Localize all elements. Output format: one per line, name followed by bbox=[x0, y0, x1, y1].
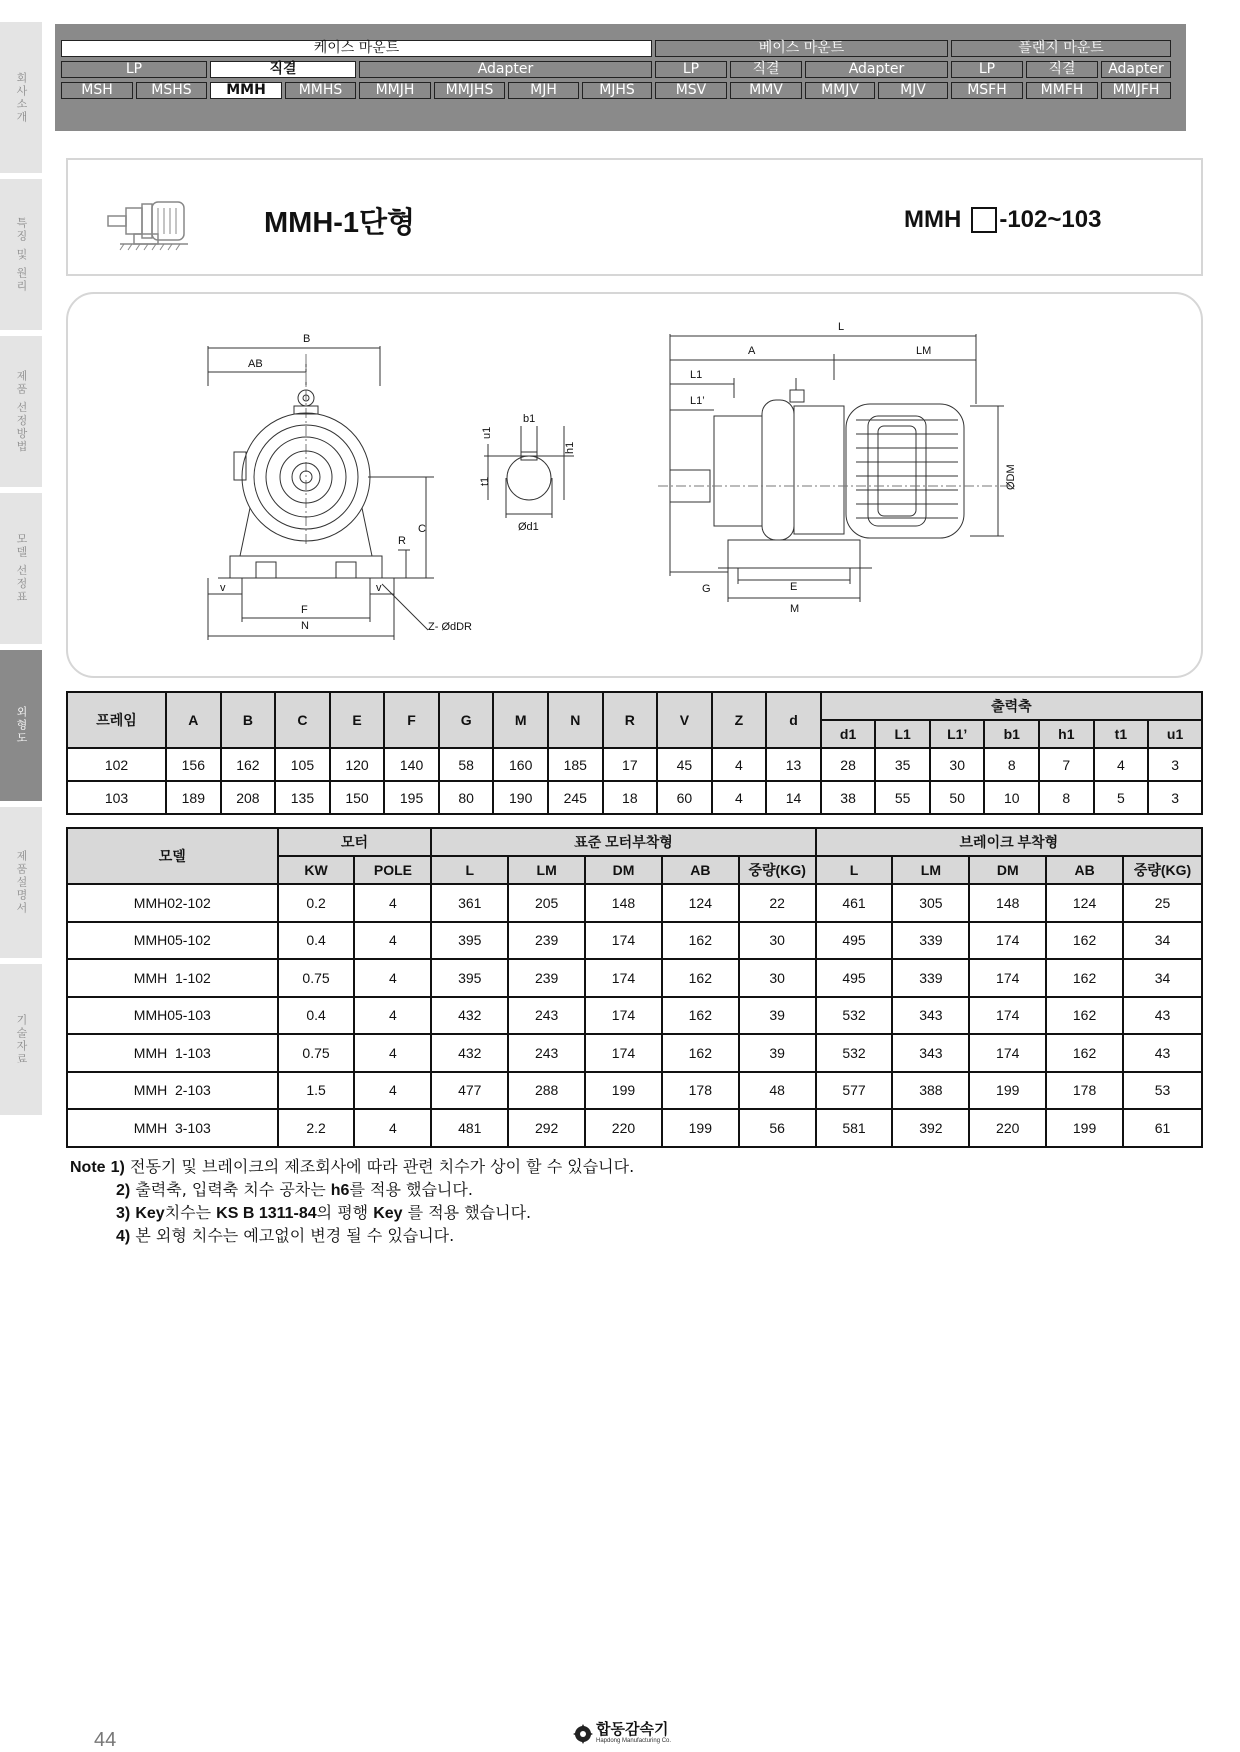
table-cell: 343 bbox=[892, 997, 969, 1035]
note-number: 4) bbox=[116, 1228, 131, 1245]
table-cell: 305 bbox=[892, 884, 969, 922]
table-cell: 199 bbox=[585, 1072, 662, 1110]
table-cell: 162 bbox=[1046, 959, 1123, 997]
model-spec-table bbox=[66, 827, 1203, 1148]
header-e: E bbox=[330, 692, 385, 748]
table-cell: 28 bbox=[821, 748, 876, 781]
side-tab-model-table[interactable] bbox=[0, 493, 42, 645]
note-prefix: Note bbox=[70, 1159, 106, 1176]
table-row bbox=[67, 997, 1202, 1035]
table-cell: MMH 1-102 bbox=[67, 959, 278, 997]
table-cell: 477 bbox=[431, 1072, 508, 1110]
table-cell: 4 bbox=[354, 922, 431, 960]
table-cell: 8 bbox=[984, 748, 1039, 781]
note-text: 본 외형 치수는 예고없이 변경 될 수 있습니다. bbox=[135, 1226, 455, 1245]
note-emphasis: Key bbox=[373, 1205, 403, 1222]
side-view-labels bbox=[690, 321, 1017, 615]
table-cell: 220 bbox=[585, 1109, 662, 1147]
table-cell: 243 bbox=[508, 1034, 585, 1072]
front-view-drawing bbox=[208, 346, 434, 640]
header-h1: h1 bbox=[1039, 720, 1094, 748]
side-tab-label: 모델 선정표 bbox=[15, 533, 28, 604]
shaft-key-detail bbox=[484, 426, 574, 518]
nav-sub-adapter[interactable]: Adapter bbox=[1101, 61, 1171, 78]
table-cell: 156 bbox=[166, 748, 221, 781]
page-title: MMH-1단형 bbox=[264, 207, 416, 239]
header-brk-lm: LM bbox=[892, 856, 969, 884]
table-cell: MMH05-102 bbox=[67, 922, 278, 960]
table-row bbox=[67, 922, 1202, 960]
header-b: B bbox=[221, 692, 276, 748]
label-l1: L1 bbox=[690, 369, 703, 381]
table-cell: 48 bbox=[739, 1072, 816, 1110]
nav-model-mmjv[interactable]: MMJV bbox=[805, 82, 875, 99]
note-emphasis: h6 bbox=[330, 1182, 350, 1199]
nav-model-mmhs[interactable]: MMHS bbox=[285, 82, 356, 99]
table-cell: 124 bbox=[662, 884, 739, 922]
header-d1: d1 bbox=[821, 720, 876, 748]
label-d1: Ød1 bbox=[518, 521, 539, 533]
note-1 bbox=[70, 1156, 634, 1179]
nav-group-case-mount[interactable]: 케이스 마운트 bbox=[61, 40, 652, 57]
nav-model-mmv[interactable]: MMV bbox=[730, 82, 802, 99]
table-cell: 53 bbox=[1123, 1072, 1202, 1110]
header-motor: 모터 bbox=[278, 828, 432, 856]
table-cell: 4 bbox=[354, 884, 431, 922]
header-kw: KW bbox=[278, 856, 355, 884]
table-cell: 174 bbox=[585, 922, 662, 960]
table-cell: 3 bbox=[1148, 781, 1202, 814]
label-dm: ØDM bbox=[1005, 464, 1017, 490]
nav-sub-lp[interactable]: LP bbox=[951, 61, 1023, 78]
note-number: 2) bbox=[116, 1182, 131, 1199]
table-cell: 55 bbox=[875, 781, 930, 814]
table-cell: 432 bbox=[431, 1034, 508, 1072]
table-cell: 43 bbox=[1123, 997, 1202, 1035]
table-cell: 0.4 bbox=[278, 922, 355, 960]
table-cell: 61 bbox=[1123, 1109, 1202, 1147]
table-cell: 80 bbox=[439, 781, 494, 814]
table-cell: 174 bbox=[585, 959, 662, 997]
label-l: L bbox=[838, 321, 845, 333]
page-number: 44 bbox=[94, 1729, 117, 1751]
label-b1: b1 bbox=[523, 413, 536, 425]
table-cell: 8 bbox=[1039, 781, 1094, 814]
note-emphasis: KS B 1311-84 bbox=[216, 1205, 317, 1222]
table-cell: 481 bbox=[431, 1109, 508, 1147]
model-code-suffix: -102~103 bbox=[999, 206, 1102, 233]
nav-group-base-mount[interactable]: 베이스 마운트 bbox=[655, 40, 948, 57]
table-cell: 0.2 bbox=[278, 884, 355, 922]
table-cell: 22 bbox=[739, 884, 816, 922]
table-cell: 39 bbox=[739, 997, 816, 1035]
table-cell: 189 bbox=[166, 781, 221, 814]
note-2 bbox=[70, 1179, 634, 1202]
table-cell: 4 bbox=[354, 1072, 431, 1110]
table-cell: 162 bbox=[1046, 1034, 1123, 1072]
label-c: C bbox=[418, 523, 426, 535]
table-cell: 395 bbox=[431, 959, 508, 997]
label-u1: u1 bbox=[481, 426, 493, 439]
table-cell: 178 bbox=[1046, 1072, 1123, 1110]
note-text: 치수는 bbox=[164, 1203, 217, 1222]
table-cell: 30 bbox=[739, 922, 816, 960]
nav-sub-direct[interactable]: 직결 bbox=[730, 61, 802, 78]
header-standard-motor: 표준 모터부착형 bbox=[431, 828, 815, 856]
note-text: 전동기 및 브레이크의 제조회사에 따라 관련 치수가 상이 할 수 있습니다. bbox=[129, 1157, 635, 1176]
table-cell: 392 bbox=[892, 1109, 969, 1147]
header-r: R bbox=[603, 692, 658, 748]
header-g: G bbox=[439, 692, 494, 748]
label-ab: AB bbox=[248, 358, 263, 370]
nav-sub-adapter[interactable]: Adapter bbox=[805, 61, 948, 78]
table-cell: 45 bbox=[657, 748, 712, 781]
header-std-dm: DM bbox=[585, 856, 662, 884]
nav-sub-direct[interactable]: 직결 bbox=[1026, 61, 1098, 78]
label-r: R bbox=[398, 535, 406, 547]
header-f: F bbox=[384, 692, 439, 748]
table-cell: 4 bbox=[354, 1034, 431, 1072]
table-cell: 495 bbox=[816, 959, 893, 997]
header-brk-l: L bbox=[816, 856, 893, 884]
nav-sub-adapter[interactable]: Adapter bbox=[359, 61, 652, 78]
label-f: F bbox=[301, 604, 308, 616]
table-row bbox=[67, 959, 1202, 997]
note-4 bbox=[70, 1225, 634, 1248]
header-pole: POLE bbox=[354, 856, 431, 884]
table-cell: 199 bbox=[662, 1109, 739, 1147]
header-l1-prime: L1’ bbox=[930, 720, 985, 748]
label-g: G bbox=[702, 583, 711, 595]
table-cell: 577 bbox=[816, 1072, 893, 1110]
table-cell: 0.75 bbox=[278, 1034, 355, 1072]
side-tab-manual[interactable] bbox=[0, 807, 42, 959]
table-cell: 174 bbox=[585, 997, 662, 1035]
table-cell: 0.75 bbox=[278, 959, 355, 997]
company-logo bbox=[573, 1722, 671, 1745]
table-row bbox=[67, 781, 1202, 814]
nav-model-mjh[interactable]: MJH bbox=[508, 82, 579, 99]
table-cell: MMH 1-103 bbox=[67, 1034, 278, 1072]
label-t1: t1 bbox=[479, 476, 491, 486]
model-code-prefix: MMH bbox=[904, 206, 962, 233]
table-cell: 50 bbox=[930, 781, 985, 814]
side-tab-outline[interactable] bbox=[0, 650, 42, 802]
table-cell: 4 bbox=[1094, 748, 1149, 781]
table-cell: 148 bbox=[969, 884, 1046, 922]
table-cell: 35 bbox=[875, 748, 930, 781]
label-z-bolt: Z- ØdDR bbox=[428, 621, 472, 633]
nav-sub-direct[interactable]: 직결 bbox=[210, 61, 356, 78]
table-cell: 4 bbox=[712, 748, 767, 781]
table-cell: 38 bbox=[821, 781, 876, 814]
nav-model-mmjfh[interactable]: MMJFH bbox=[1101, 82, 1171, 99]
note-3 bbox=[70, 1202, 634, 1225]
side-tab-tech-data[interactable] bbox=[0, 964, 42, 1116]
table-cell: 343 bbox=[892, 1034, 969, 1072]
table-cell: 243 bbox=[508, 997, 585, 1035]
table-cell: 34 bbox=[1123, 959, 1202, 997]
nav-group-flange-mount[interactable]: 플랜지 마운트 bbox=[951, 40, 1171, 57]
table-row bbox=[67, 1034, 1202, 1072]
note-number: 1) bbox=[110, 1159, 125, 1176]
table-cell: 140 bbox=[384, 748, 439, 781]
nav-model-mjv[interactable]: MJV bbox=[878, 82, 948, 99]
table-cell: 162 bbox=[662, 922, 739, 960]
company-name: 합동감속기 bbox=[596, 1720, 669, 1738]
nav-model-mmjhs[interactable]: MMJHS bbox=[434, 82, 505, 99]
table-cell: 239 bbox=[508, 922, 585, 960]
table-cell: 60 bbox=[657, 781, 712, 814]
table-cell: 58 bbox=[439, 748, 494, 781]
header-d: d bbox=[766, 692, 821, 748]
table-cell: 532 bbox=[816, 997, 893, 1035]
dimension-drawing bbox=[66, 292, 1203, 678]
table-cell: 30 bbox=[739, 959, 816, 997]
nav-model-mmfh[interactable]: MMFH bbox=[1026, 82, 1098, 99]
nav-model-msh[interactable]: MSH bbox=[61, 82, 133, 99]
side-tab-selection-method[interactable] bbox=[0, 336, 42, 488]
header-std-lm: LM bbox=[508, 856, 585, 884]
header-u1: u1 bbox=[1148, 720, 1202, 748]
nav-sub-lp[interactable]: LP bbox=[61, 61, 207, 78]
header-m: M bbox=[493, 692, 548, 748]
label-n: N bbox=[301, 620, 309, 632]
label-h1: h1 bbox=[564, 441, 576, 454]
table-cell: 13 bbox=[766, 748, 821, 781]
nav-model-mmjh[interactable]: MMJH bbox=[359, 82, 431, 99]
table-cell: 220 bbox=[969, 1109, 1046, 1147]
table-cell: 245 bbox=[548, 781, 603, 814]
table-cell: 205 bbox=[508, 884, 585, 922]
header-std-ab: AB bbox=[662, 856, 739, 884]
table-cell: 162 bbox=[662, 1034, 739, 1072]
table-cell: 160 bbox=[493, 748, 548, 781]
table-cell: 339 bbox=[892, 922, 969, 960]
table-cell: 124 bbox=[1046, 884, 1123, 922]
table-cell: 174 bbox=[969, 997, 1046, 1035]
header-frame: 프레임 bbox=[67, 692, 166, 748]
header-model: 모델 bbox=[67, 828, 278, 884]
table-cell: 7 bbox=[1039, 748, 1094, 781]
nav-sub-lp[interactable]: LP bbox=[655, 61, 727, 78]
table-cell: 10 bbox=[984, 781, 1039, 814]
side-tab-label: 외형도 bbox=[15, 706, 28, 745]
side-tab-features[interactable] bbox=[0, 179, 42, 331]
table-cell: 432 bbox=[431, 997, 508, 1035]
table-cell: 4 bbox=[712, 781, 767, 814]
label-m: M bbox=[790, 603, 800, 615]
table-cell: 14 bbox=[766, 781, 821, 814]
table-cell: 174 bbox=[969, 1034, 1046, 1072]
table-cell: 103 bbox=[67, 781, 166, 814]
nav-model-mjhs[interactable]: MJHS bbox=[582, 82, 652, 99]
key-detail-labels bbox=[479, 413, 576, 533]
table-cell: MMH 2-103 bbox=[67, 1072, 278, 1110]
table-cell: 18 bbox=[603, 781, 658, 814]
note-text: 를 적용 했습니다. bbox=[402, 1203, 532, 1222]
model-navigation bbox=[55, 24, 1186, 131]
table-cell: 5 bbox=[1094, 781, 1149, 814]
note-text: 를 적용 했습니다. bbox=[349, 1180, 473, 1199]
header-n: N bbox=[548, 692, 603, 748]
model-code bbox=[904, 206, 1101, 234]
side-tab-label: 회사소개 bbox=[15, 71, 28, 124]
table-cell: 178 bbox=[662, 1072, 739, 1110]
title-box bbox=[66, 158, 1203, 276]
table-cell: 120 bbox=[330, 748, 385, 781]
label-v-left: v bbox=[220, 582, 226, 594]
table-cell: 495 bbox=[816, 922, 893, 960]
nav-model-msfh[interactable]: MSFH bbox=[951, 82, 1023, 99]
note-number: 3) bbox=[116, 1205, 131, 1222]
table-row bbox=[67, 748, 1202, 781]
table-row bbox=[67, 1109, 1202, 1147]
note-emphasis: Key bbox=[135, 1205, 165, 1222]
table-cell: 4 bbox=[354, 959, 431, 997]
side-tab-label: 기술자료 bbox=[15, 1013, 28, 1066]
table-cell: MMH05-103 bbox=[67, 997, 278, 1035]
reducer-thumbnail-icon bbox=[98, 186, 208, 266]
label-l1-prime: L1’ bbox=[690, 395, 705, 407]
table-cell: 43 bbox=[1123, 1034, 1202, 1072]
header-z: Z bbox=[712, 692, 767, 748]
table-cell: 581 bbox=[816, 1109, 893, 1147]
table-cell: MMH02-102 bbox=[67, 884, 278, 922]
header-brk-weight: 중량(KG) bbox=[1123, 856, 1202, 884]
table-cell: 162 bbox=[1046, 997, 1123, 1035]
table-cell: 135 bbox=[275, 781, 330, 814]
table-cell: 4 bbox=[354, 1109, 431, 1147]
table-cell: 162 bbox=[662, 997, 739, 1035]
side-tab-label: 제품설명서 bbox=[15, 850, 28, 915]
table-cell: 56 bbox=[739, 1109, 816, 1147]
table-cell: 174 bbox=[969, 959, 1046, 997]
header-b1: b1 bbox=[984, 720, 1039, 748]
side-tab-label: 제품 선정방법 bbox=[15, 369, 28, 454]
table-cell: MMH 3-103 bbox=[67, 1109, 278, 1147]
nav-model-mshs[interactable]: MSHS bbox=[136, 82, 207, 99]
header-c: C bbox=[275, 692, 330, 748]
table-cell: 199 bbox=[1046, 1109, 1123, 1147]
header-l1: L1 bbox=[875, 720, 930, 748]
side-tab-label: 특징 및 원리 bbox=[15, 216, 28, 293]
table-cell: 3 bbox=[1148, 748, 1202, 781]
label-v-right: v bbox=[376, 582, 382, 594]
label-b: B bbox=[303, 333, 311, 345]
gear-logo-icon bbox=[573, 1724, 593, 1744]
table-cell: 4 bbox=[354, 997, 431, 1035]
table-cell: 532 bbox=[816, 1034, 893, 1072]
label-a: A bbox=[748, 345, 756, 357]
table-cell: 148 bbox=[585, 884, 662, 922]
note-text: 출력축, 입력축 치수 공차는 bbox=[135, 1180, 331, 1199]
nav-model-msv[interactable]: MSV bbox=[655, 82, 727, 99]
table-row bbox=[67, 884, 1202, 922]
side-tab-company[interactable] bbox=[0, 22, 42, 174]
table-cell: 199 bbox=[969, 1072, 1046, 1110]
table-cell: 1.5 bbox=[278, 1072, 355, 1110]
table-cell: 195 bbox=[384, 781, 439, 814]
table-cell: 0.4 bbox=[278, 997, 355, 1035]
table-cell: 388 bbox=[892, 1072, 969, 1110]
header-std-weight: 중량(KG) bbox=[739, 856, 816, 884]
table-cell: 2.2 bbox=[278, 1109, 355, 1147]
table-cell: 17 bbox=[603, 748, 658, 781]
table-cell: 30 bbox=[930, 748, 985, 781]
table-cell: 339 bbox=[892, 959, 969, 997]
table-cell: 208 bbox=[221, 781, 276, 814]
header-a: A bbox=[166, 692, 221, 748]
table-cell: 292 bbox=[508, 1109, 585, 1147]
frame-dimension-table bbox=[66, 691, 1203, 815]
table-cell: 361 bbox=[431, 884, 508, 922]
table-cell: 190 bbox=[493, 781, 548, 814]
table-cell: 395 bbox=[431, 922, 508, 960]
table-cell: 162 bbox=[662, 959, 739, 997]
header-std-l: L bbox=[431, 856, 508, 884]
table-cell: 34 bbox=[1123, 922, 1202, 960]
side-view-drawing bbox=[658, 334, 1018, 602]
table-cell: 162 bbox=[221, 748, 276, 781]
header-t1: t1 bbox=[1094, 720, 1149, 748]
table-cell: 162 bbox=[1046, 922, 1123, 960]
header-brake-motor: 브레이크 부착형 bbox=[816, 828, 1202, 856]
table-cell: 102 bbox=[67, 748, 166, 781]
label-e: E bbox=[790, 581, 798, 593]
table-cell: 25 bbox=[1123, 884, 1202, 922]
table-cell: 174 bbox=[585, 1034, 662, 1072]
header-brk-ab: AB bbox=[1046, 856, 1123, 884]
table-cell: 461 bbox=[816, 884, 893, 922]
table-cell: 174 bbox=[969, 922, 1046, 960]
table-cell: 39 bbox=[739, 1034, 816, 1072]
header-brk-dm: DM bbox=[969, 856, 1046, 884]
table-cell: 239 bbox=[508, 959, 585, 997]
table-cell: 105 bbox=[275, 748, 330, 781]
table-row bbox=[67, 1072, 1202, 1110]
table-cell: 185 bbox=[548, 748, 603, 781]
company-subtitle: Hapdong Manufacturing Co. bbox=[596, 1738, 672, 1744]
header-output-shaft: 출력축 bbox=[821, 692, 1202, 720]
notes bbox=[70, 1156, 634, 1248]
header-v: V bbox=[657, 692, 712, 748]
table-cell: 150 bbox=[330, 781, 385, 814]
label-lm: LM bbox=[916, 345, 932, 357]
nav-model-mmh[interactable]: MMH bbox=[210, 82, 282, 99]
model-code-box bbox=[971, 207, 997, 233]
note-text: 의 평행 bbox=[316, 1203, 374, 1222]
table-cell: 288 bbox=[508, 1072, 585, 1110]
